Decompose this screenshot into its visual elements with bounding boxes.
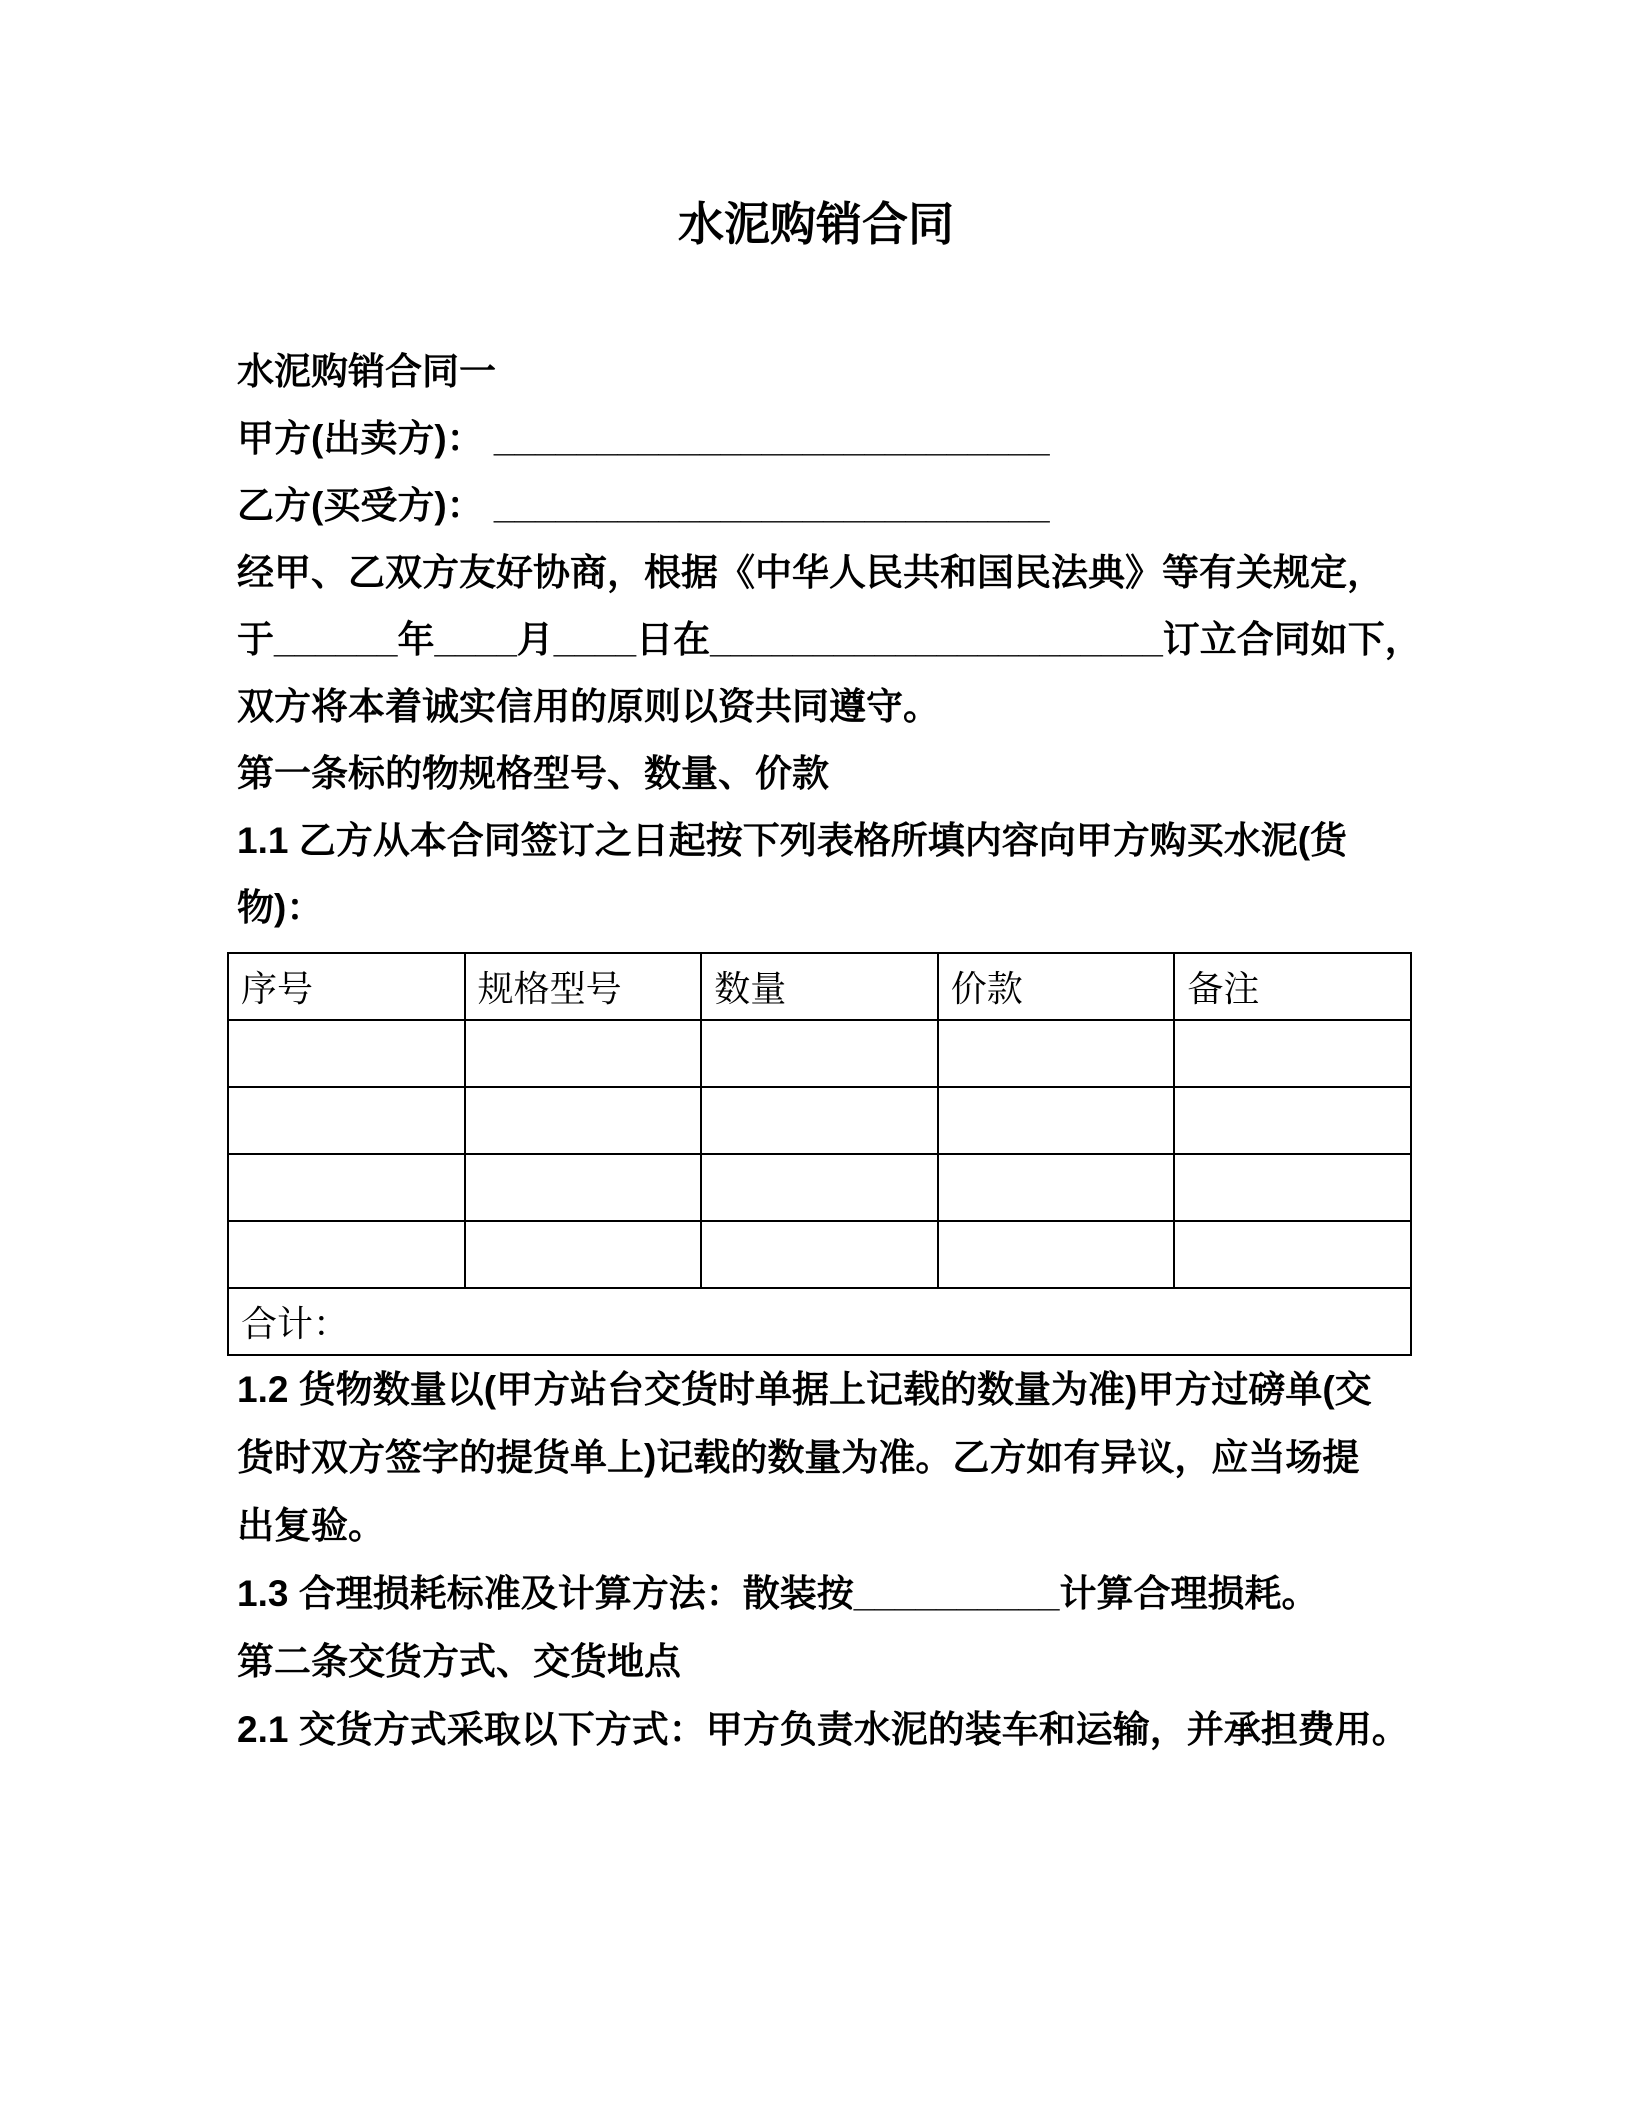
table-header-cell-quantity: 数量 bbox=[701, 953, 938, 1020]
table-total-cell: 合计： bbox=[228, 1288, 1411, 1355]
line-clause-1-1-part1: 1.1 乙方从本合同签订之日起按下列表格所填内容向甲方购买水泥(货 bbox=[237, 820, 1348, 861]
table-empty-cell bbox=[465, 1020, 702, 1087]
table-header-cell-remarks: 备注 bbox=[1174, 953, 1411, 1020]
table-empty-cell bbox=[701, 1221, 938, 1288]
table-empty-cell bbox=[1174, 1087, 1411, 1154]
table-empty-cell bbox=[938, 1020, 1175, 1087]
table-header-cell-seq: 序号 bbox=[228, 953, 465, 1020]
line-clause-1-3-blank: 1.3 合理损耗标准及计算方法：散装按__________计算合理损耗。 bbox=[237, 1573, 1319, 1614]
table-empty-cell bbox=[228, 1154, 465, 1221]
line-clause-1-2-part3: 出复验。 bbox=[237, 1505, 385, 1546]
table-header-cell-price: 价款 bbox=[938, 953, 1175, 1020]
table-empty-cell bbox=[465, 1087, 702, 1154]
table-empty-cell bbox=[1174, 1020, 1411, 1087]
table-empty-cell bbox=[228, 1087, 465, 1154]
table-empty-cell bbox=[938, 1221, 1175, 1288]
table-row-empty-1 bbox=[228, 1020, 1411, 1087]
line-clause-1-1-part2: 物)： bbox=[237, 887, 324, 928]
document-title: 水泥购销合同 bbox=[678, 198, 954, 250]
goods-spec-table bbox=[227, 952, 1412, 1356]
table-header-cell-spec: 规格型号 bbox=[465, 953, 702, 1020]
line-intro-good-faith: 双方将本着诚实信用的原则以资共同遵守。 bbox=[237, 686, 940, 727]
line-intro-negotiation: 经甲、乙双方友好协商，根据《中华人民共和国民法典》等有关规定， bbox=[237, 552, 1384, 593]
table-empty-cell bbox=[465, 1221, 702, 1288]
table-row-empty-4 bbox=[228, 1221, 1411, 1288]
table-row-empty-2 bbox=[228, 1087, 1411, 1154]
line-party-a-blank: 甲方(出卖方)： ___________________________ bbox=[237, 418, 1050, 459]
table-empty-cell bbox=[1174, 1154, 1411, 1221]
line-intro-date-place-blank: 于______年____月____日在______________________订立合同如下， bbox=[237, 619, 1422, 660]
table-empty-cell bbox=[701, 1020, 938, 1087]
line-article-1-heading: 第一条标的物规格型号、数量、价款 bbox=[237, 753, 829, 794]
table-empty-cell bbox=[938, 1154, 1175, 1221]
table-empty-cell bbox=[701, 1154, 938, 1221]
table-total-row bbox=[228, 1288, 1411, 1355]
table-empty-cell bbox=[465, 1154, 702, 1221]
table-empty-cell bbox=[938, 1087, 1175, 1154]
document-body bbox=[237, 338, 1422, 1764]
line-contract-subtitle: 水泥购销合同一 bbox=[237, 351, 496, 392]
table-empty-cell bbox=[228, 1221, 465, 1288]
table-empty-cell bbox=[1174, 1221, 1411, 1288]
line-clause-2-1: 2.1 交货方式采取以下方式：甲方负责水泥的装车和运输，并承担费用。 bbox=[237, 1709, 1409, 1750]
line-party-b-blank: 乙方(买受方)： ___________________________ bbox=[237, 485, 1050, 526]
table-empty-cell bbox=[228, 1020, 465, 1087]
line-article-2-heading: 第二条交货方式、交货地点 bbox=[237, 1641, 681, 1682]
table-row-empty-3 bbox=[228, 1154, 1411, 1221]
table-header-row bbox=[228, 953, 1411, 1020]
line-clause-1-2-part2: 货时双方签字的提货单上)记载的数量为准。乙方如有异议，应当场提 bbox=[237, 1437, 1360, 1478]
table-empty-cell bbox=[701, 1087, 938, 1154]
line-clause-1-2-part1: 1.2 货物数量以(甲方站台交货时单据上记载的数量为准)甲方过磅单(交 bbox=[237, 1369, 1372, 1410]
